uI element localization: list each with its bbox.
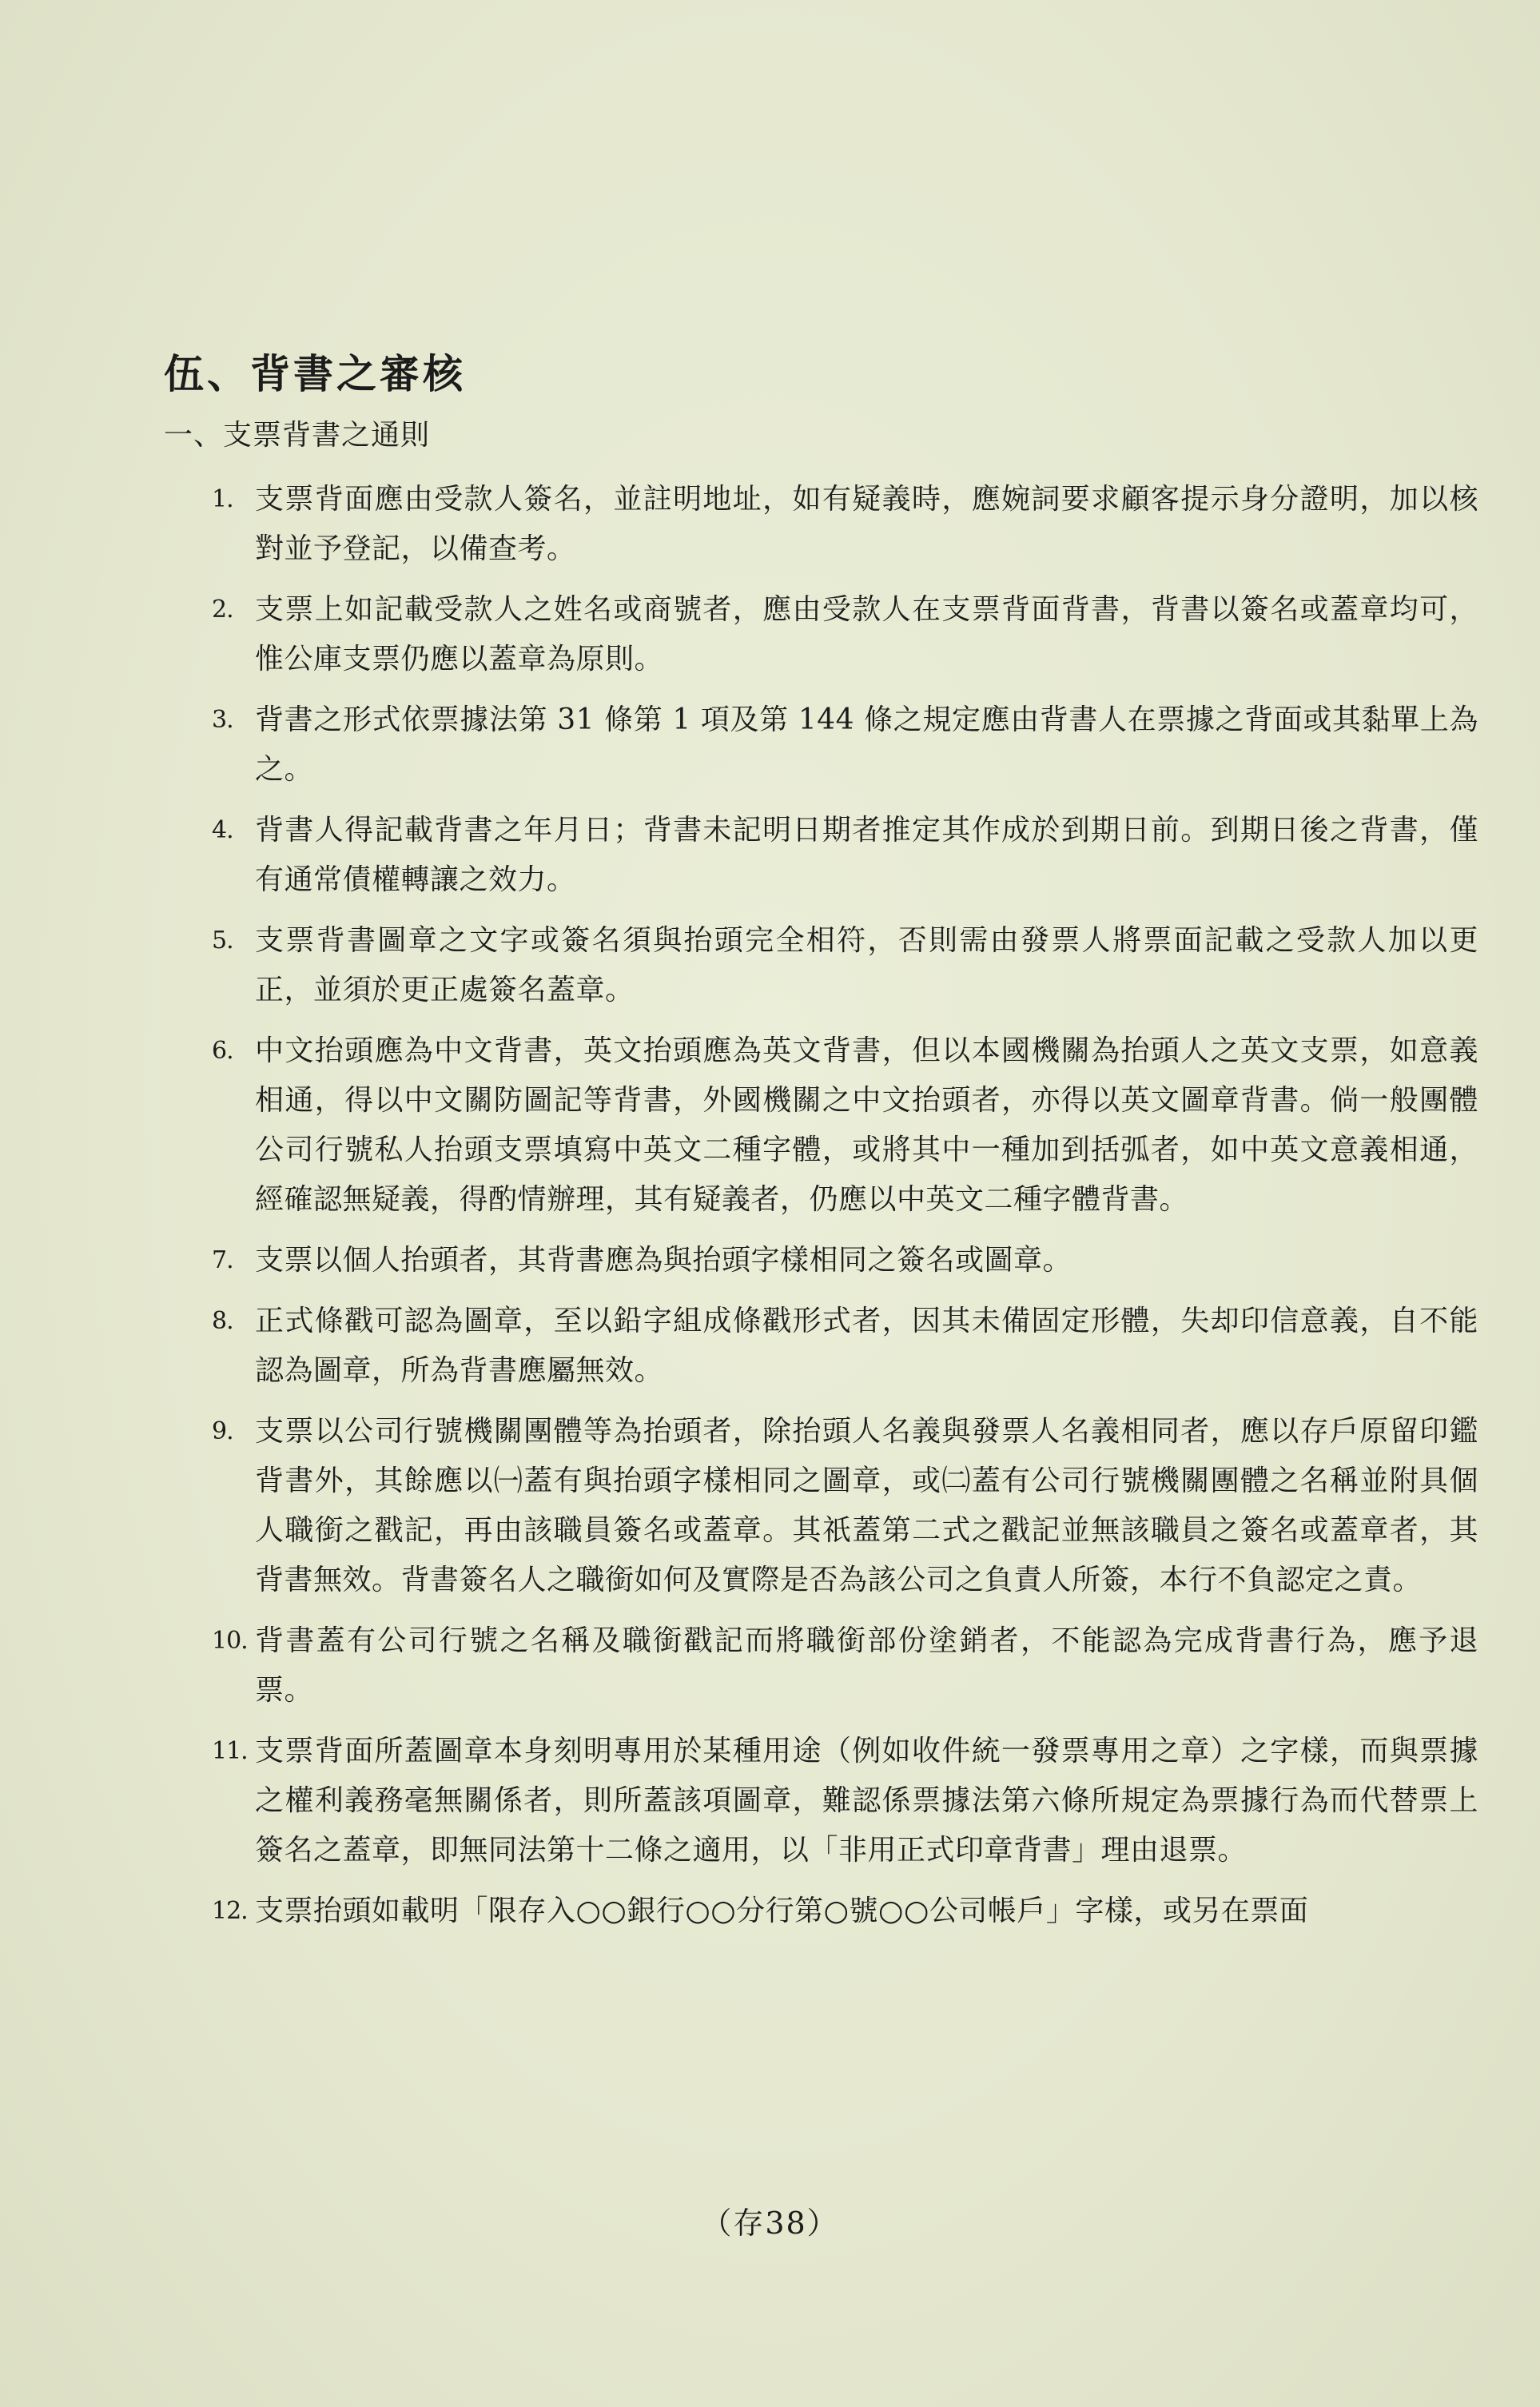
list-item xyxy=(212,1297,1478,1396)
list-item xyxy=(212,1407,1478,1605)
item-number: 6. xyxy=(212,1037,233,1065)
item-number: 3. xyxy=(212,706,233,734)
item-text: 背書人得記載背書之年月日；背書未記明日期者推定其作成於到期日前。到期日後之背書，僅有通常債權轉讓之效力。 xyxy=(255,814,1478,896)
list-item xyxy=(212,695,1478,795)
subsection-title: 一、支票背書之通則 xyxy=(164,419,431,452)
item-number: 11. xyxy=(212,1737,248,1765)
item-text: 正式條戳可認為圖章，至以鉛字組成條戳形式者，因其未備固定形體，失却印信意義，自不能認為圖章，所為背書應屬無效。 xyxy=(255,1305,1478,1387)
item-number: 8. xyxy=(212,1307,233,1335)
item-text: 支票背書圖章之文字或簽名須與抬頭完全相符，否則需由發票人將票面記載之受款人加以更正，並須於更正處簽名蓋章。 xyxy=(255,924,1478,1006)
item-text: 背書蓋有公司行號之名稱及職銜戳記而將職銜部份塗銷者，不能認為完成背書行為，應予退票。 xyxy=(255,1624,1478,1707)
item-number: 4. xyxy=(212,816,233,844)
item-text: 支票以公司行號機關團體等為抬頭者，除抬頭人名義與發票人名義相同者，應以存戶原留印鑑背書外，其餘應以㈠蓋有與抬頭字樣相同之圖章，或㈡蓋有公司行號機關團體之名稱並附具個人職銜之戳記，再由該職員簽名或蓋章。其祇蓋第二式之戳記並無該職員之簽名或蓋章者，其背書無效。背書簽名人之職銜如何及實際是否為該公司之負責人所簽，本行不負認定之責。 xyxy=(255,1415,1478,1596)
item-text: 背書之形式依票據法第 31 條第 1 項及第 144 條之規定應由背書人在票據之背面或其黏單上為之。 xyxy=(255,703,1478,786)
item-text: 支票以個人抬頭者，其背書應為與抬頭字樣相同之簽名或圖章。 xyxy=(255,1244,1072,1277)
item-number: 12. xyxy=(212,1897,248,1925)
item-list xyxy=(212,475,1478,1936)
item-number: 10. xyxy=(212,1627,248,1655)
list-item xyxy=(212,1887,1478,1936)
list-item xyxy=(212,1026,1478,1225)
item-number: 1. xyxy=(212,485,233,513)
item-number: 5. xyxy=(212,927,233,954)
item-text: 支票抬頭如載明「限存入○○銀行○○分行第○號○○公司帳戶」字樣，或另在票面 xyxy=(255,1895,1309,1927)
section-title: 伍、背書之審核 xyxy=(164,350,466,397)
list-item xyxy=(212,1727,1478,1875)
page-number: （存38） xyxy=(701,2206,839,2241)
item-number: 7. xyxy=(212,1246,233,1274)
item-text: 支票背面應由受款人簽名，並註明地址，如有疑義時，應婉詞要求顧客提示身分證明，加以核對並予登記，以備查考。 xyxy=(255,483,1478,565)
list-item xyxy=(212,916,1478,1015)
item-text: 支票上如記載受款人之姓名或商號者，應由受款人在支票背面背書，背書以簽名或蓋章均可，惟公庫支票仍應以蓋章為原則。 xyxy=(255,593,1478,675)
list-item xyxy=(212,1616,1478,1716)
item-number: 9. xyxy=(212,1417,233,1445)
list-item xyxy=(212,1236,1478,1285)
list-item xyxy=(212,475,1478,574)
item-text: 中文抬頭應為中文背書，英文抬頭應為英文背書，但以本國機關為抬頭人之英文支票，如意義相通，得以中文關防圖記等背書，外國機關之中文抬頭者，亦得以英文圖章背書。倘一般團體公司行號私人抬頭支票填寫中英文二種字體，或將其中一種加到括弧者，如中英文意義相通，經確認無疑義，得酌情辦理，其有疑義者，仍應以中英文二種字體背書。 xyxy=(255,1034,1478,1216)
item-text: 支票背面所蓋圖章本身刻明專用於某種用途（例如收件統一發票專用之章）之字樣，而與票據之權利義務毫無關係者，則所蓋該項圖章，難認係票據法第六條所規定為票據行為而代替票上簽名之蓋章，即無同法第十二條之適用，以「非用正式印章背書」理由退票。 xyxy=(255,1735,1478,1867)
list-item xyxy=(212,585,1478,684)
list-item xyxy=(212,806,1478,905)
item-number: 2. xyxy=(212,596,233,624)
